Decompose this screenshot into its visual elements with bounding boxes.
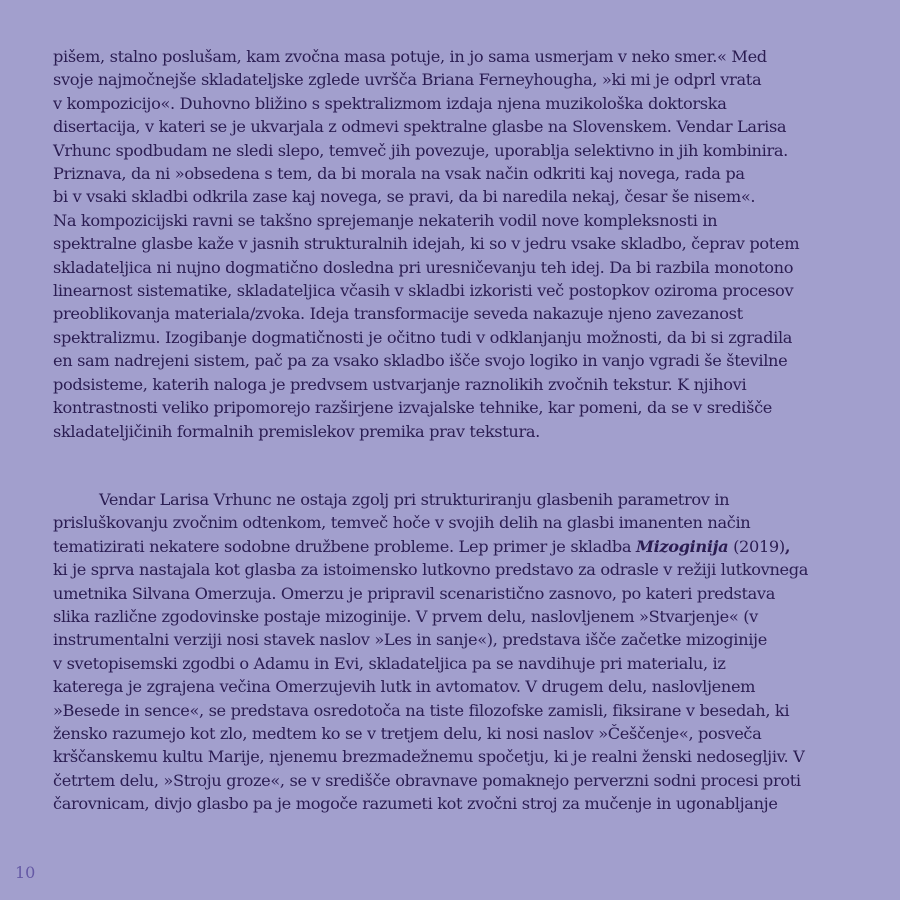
text-line: preoblikovanja materiala/zvoka. Ideja transformacije seveda nakazuje njeno zavezanost: [53, 304, 743, 324]
paragraph-1: [53, 45, 853, 443]
text-line: čarovnicam, divjo glasbo pa je mogoče razumeti kot zvočni stroj za mučenje in ugonabljanje: [53, 794, 778, 814]
text-line: kontrastnosti veliko pripomorejo razširjene izvajalske tehnike, kar pomeni, da se v središče: [53, 398, 773, 418]
text-line: slika različne zgodovinske postaje mizoginije. V prvem delu, naslovljenem »Stvarjenje« (v: [53, 607, 758, 627]
work-title: Mizoginija: [636, 536, 729, 556]
text-line: četrtem delu, »Stroju groze«, se v središče obravnave pomaknejo perverzni sodni procesi proti: [53, 770, 801, 790]
text-line: linearnost sistematike, skladateljica včasih v skladbi izkoristi več postopkov oziroma procesov: [53, 281, 794, 301]
text-line: podsisteme, katerih naloga je predvsem ustvarjanje raznolikih zvočnih tekstur. K njihovi: [53, 374, 747, 394]
paragraph-2: [53, 488, 853, 816]
text-line: »Besede in sence«, se predstava osredotoča na tiste filozofske zamisli, fiksirane v besedah, ki: [53, 700, 790, 720]
text-line: v svetopisemski zgodbi o Adamu in Evi, skladateljica pa se navdihuje pri materialu, iz: [53, 653, 726, 673]
text-line: Priznava, da ni »obsedena s tem, da bi morala na vsak način odkriti kaj novega, rada pa: [53, 164, 745, 184]
work-comma: ,: [784, 536, 791, 556]
text-line: ki je sprva nastajala kot glasba za istoimensko lutkovno predstavo za odrasle v režiji lutkovnega: [53, 560, 809, 580]
text-line: spektralizmu. Izogibanje dogmatičnosti je očitno tudi v odklanjanju možnosti, da bi si zgradila: [53, 327, 793, 347]
text-line: disertacija, v kateri se je ukvarjala z odmevi spektralne glasbe na Slovenskem. Vendar Larisa: [53, 117, 787, 137]
text-line: en sam nadrejeni sistem, pač pa za vsako skladbo išče svojo logiko in vanjo vgradi še številne: [53, 351, 788, 371]
text-line: skladateljičinih formalnih premislekov premika prav tekstura.: [53, 421, 540, 441]
text-line: instrumentalni verziji nosi stavek naslov »Les in sanje«), predstava išče začetke mizoginije: [53, 630, 767, 650]
text-line: svoje najmočnejše skladateljske zglede uvršča Briana Ferneyhougha, »ki mi je odprl vrata: [53, 70, 762, 90]
text-line: pišem, stalno poslušam, kam zvočna masa potuje, in jo sama usmerjam v neko smer.« Med: [53, 47, 767, 66]
text-line: žensko razumejo kot zlo, medtem ko se v tretjem delu, ki nosi naslov »Češčenje«, posveča: [53, 724, 762, 744]
text-line-with-title: [53, 535, 853, 558]
text-line: spektralne glasbe kaže v jasnih strukturalnih idejah, ki so v jedru vsake skladbo, čeprav potem: [53, 234, 800, 254]
page-number: 10: [15, 863, 36, 882]
work-year: (2019): [728, 536, 785, 556]
text-line: v kompozicijo«. Duhovno bližino s spektralizmom izdaja njena muzikološka doktorska: [53, 93, 727, 113]
text-line: bi v vsaki skladbi odkrila zase kaj novega, se pravi, da bi naredila nekaj, česar še nisem«.: [53, 187, 756, 207]
text-line: katerega je zgrajena večina Omerzujevih lutk in avtomatov. V drugem delu, naslovljenem: [53, 677, 756, 697]
text-line: krščanskemu kultu Marije, njenemu brezmadežnemu spočetju, ki je realni ženski nedosegljiv. V: [53, 747, 805, 767]
text-line: prisluškovanju zvočnim odtenkom, temveč hoče v svojih delih na glasbi imanenten način: [53, 513, 751, 533]
text-line: Vendar Larisa Vrhunc ne ostaja zgolj pri strukturiranju glasbenih parametrov in: [99, 490, 730, 509]
text-line: umetnika Silvana Omerzuja. Omerzu je pripravil scenaristično zasnovo, po kateri predstava: [53, 583, 776, 603]
text-line: skladateljica ni nujno dogmatično dosledna pri uresničevanju teh idej. Da bi razbila monotono: [53, 257, 794, 277]
text-segment: tematizirati nekatere sodobne družbene probleme. Lep primer je skladba: [53, 536, 632, 556]
text-line: Vrhunc spodbudam ne sledi slepo, temveč jih povezuje, uporablja selektivno in jih kombinira.: [53, 140, 788, 160]
text-line: Na kompozicijski ravni se takšno sprejemanje nekaterih vodil nove kompleksnosti in: [53, 210, 718, 230]
